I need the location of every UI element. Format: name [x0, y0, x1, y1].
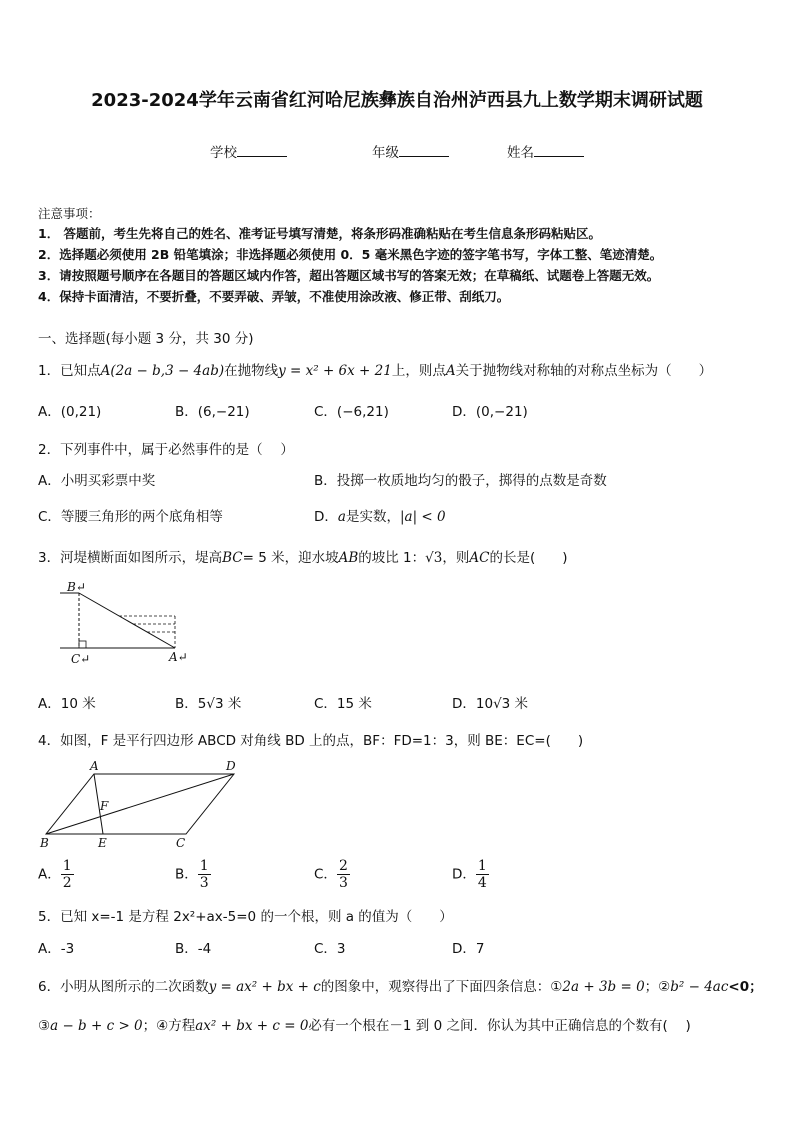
school-blank [237, 144, 287, 157]
q4-option-c [314, 858, 350, 891]
q3-text-d: ，则 [442, 550, 470, 566]
q3-text-c: 的坡比 1： [358, 550, 426, 566]
q2-option-b: B．投掷一枚质地均匀的骰子，掷得的点数是奇数 [314, 473, 607, 489]
q3-text-b: = 5 米，迎水坡 [242, 550, 339, 566]
q5-option-b: B．-4 [175, 941, 212, 957]
embankment-figure [55, 578, 195, 670]
notice-item-4: 4．保持卡面清洁，不要折叠，不要弄破、弄皱，不准使用涂改液、修正带、刮纸刀。 [38, 289, 510, 304]
grade-blank [399, 144, 449, 157]
q5-option-d: D．7 [452, 941, 485, 957]
q4-option-c-fraction [337, 858, 350, 891]
q3-text-e: 的长是( ) [489, 550, 568, 566]
denominator: 3 [338, 875, 348, 891]
q4-option-d-fraction [476, 858, 489, 891]
q2-option-d-var: a [337, 509, 346, 525]
label-a: A↵ [169, 650, 188, 664]
grade-field [372, 141, 449, 161]
q2-option-d [314, 505, 446, 525]
label-b: B [40, 836, 49, 850]
q6-text-e2: 必有一个根在－1 到 0 之间．你认为其中正确信息的个数有( ) [308, 1018, 691, 1034]
q4-option-b [175, 858, 211, 891]
notice-item-2: 2．选择题必须使用 2B 铅笔填涂；非选择题必须使用 0．5 毫米黑色字迹的签字笔书写，字体工整、笔迹清楚。 [38, 247, 663, 262]
question-6-line-1 [38, 975, 763, 995]
q2-option-d-letter: D． [314, 509, 338, 525]
question-3-stem [38, 546, 568, 566]
label-a: A [90, 759, 99, 773]
name-label: 姓名 [507, 145, 534, 161]
q2-option-a: A．小明买彩票中奖 [38, 473, 156, 489]
numerator: 1 [62, 858, 72, 874]
q4-option-b-fraction [198, 858, 211, 891]
denominator: 2 [62, 875, 72, 891]
q4-option-a [38, 858, 74, 891]
section-heading: 一、选择题(每小题 3 分，共 30 分) [38, 331, 254, 347]
q3-sqrt3: √3 [425, 550, 443, 566]
q2-option-d-text: 是实数， [345, 509, 400, 525]
q3-bc: BC [222, 550, 243, 566]
question-5-stem: 5．已知 x=-1 是方程 2x²+ax-5=0 的一个根，则 a 的值为（ ） [38, 909, 453, 925]
q6-text-b: 的图象中，观察得出了下面四条信息：① [320, 979, 563, 995]
q6-function-eq: y = ax² + bx + c [208, 979, 321, 995]
q6-text-f: <0； [728, 979, 763, 995]
question-6-line-2 [38, 1014, 691, 1034]
q6-text-a: 6．小明从图所示的二次函数 [38, 979, 209, 995]
question-2-stem: 2．下列事件中，属于必然事件的是（ ） [38, 442, 294, 458]
q4-option-d-letter: D． [452, 866, 476, 883]
q3-option-a: A．10 米 [38, 696, 96, 712]
q1-option-d: D．(0,−21) [452, 404, 528, 420]
label-c: C↵ [71, 652, 91, 666]
name-blank [534, 144, 584, 157]
q5-option-a: A．-3 [38, 941, 75, 957]
q4-option-c-letter: C． [314, 866, 337, 883]
notice-heading: 注意事项： [38, 206, 101, 221]
q1-text-c: 上，则点 [391, 363, 446, 379]
q3-option-b: B．5√3 米 [175, 696, 242, 712]
q3-ab: AB [338, 550, 359, 566]
q2-option-c: C．等腰三角形的两个底角相等 [38, 509, 223, 525]
q6-circle-3: ③ [38, 1018, 51, 1034]
q1-option-b: B．(6,−21) [175, 404, 250, 420]
q1-point-label: A [445, 363, 456, 379]
slope-ab [79, 593, 175, 648]
q2-option-d-ineq: |a| < 0 [399, 509, 446, 525]
q1-point: A(2a − b,3 − 4ab) [100, 363, 225, 379]
page-title: 2023-2024学年云南省红河哈尼族彝族自治州泸西县九上数学期末调研试题 [91, 90, 703, 111]
denominator: 4 [477, 875, 487, 891]
q6-info-3: a − b + c > 0 [50, 1018, 143, 1034]
denominator: 3 [199, 875, 209, 891]
question-1-stem [38, 359, 712, 379]
q6-info-2: b² − 4ac [670, 979, 729, 995]
parallelogram-figure [38, 757, 253, 852]
q1-option-c: C．(−6,21) [314, 404, 389, 420]
q3-ac: AC [469, 550, 490, 566]
school-field [210, 141, 287, 161]
label-c: C [176, 836, 186, 850]
q6-info-4-eq: ax² + bx + c = 0 [195, 1018, 309, 1034]
label-e: E [98, 836, 107, 850]
q4-option-b-letter: B． [175, 866, 198, 883]
grade-label: 年级 [372, 145, 399, 161]
right-angle-mark [79, 641, 86, 648]
q3-text-a: 3．河堤横断面如图所示，堤高 [38, 550, 223, 566]
q1-text-d: 关于抛物线对称轴的对称点坐标为（ ） [455, 363, 713, 379]
diagonal-bd [46, 774, 234, 834]
q1-option-a: A．(0,21) [38, 404, 102, 420]
q3-option-c: C．15 米 [314, 696, 372, 712]
numerator: 2 [338, 858, 348, 874]
q3-option-d: D．10√3 米 [452, 696, 529, 712]
q1-text-b: 在抛物线 [224, 363, 279, 379]
question-4-stem: 4．如图，F 是平行四边形 ABCD 对角线 BD 上的点，BF：FD=1：3，则 BE：EC=( ) [38, 733, 584, 749]
q5-option-c: C．3 [314, 941, 346, 957]
label-d: D [226, 759, 236, 773]
label-b: B↵ [67, 580, 86, 594]
q1-parabola-eq: y = x² + 6x + 21 [278, 363, 392, 379]
q4-option-a-letter: A． [38, 866, 61, 883]
q6-info-1: 2a + 3b = 0 [562, 979, 645, 995]
q4-option-d [452, 858, 489, 891]
label-f: F [100, 799, 109, 813]
numerator: 1 [199, 858, 209, 874]
school-label: 学校 [210, 145, 237, 161]
notice-item-3: 3．请按照题号顺序在各题目的答题区域内作答，超出答题区域书写的答案无效；在草稿纸、试题卷上答题无效。 [38, 268, 660, 283]
name-field [507, 141, 584, 161]
q6-text-c2: ；④方程 [142, 1018, 196, 1034]
q4-option-a-fraction [61, 858, 74, 891]
q6-text-d: ；② [644, 979, 671, 995]
numerator: 1 [477, 858, 487, 874]
q1-text-a: 1．已知点 [38, 363, 101, 379]
notice-item-1: 1． 答题前，考生先将自己的姓名、准考证号填写清楚，将条形码准确粘贴在考生信息条形码粘贴区。 [38, 226, 602, 241]
